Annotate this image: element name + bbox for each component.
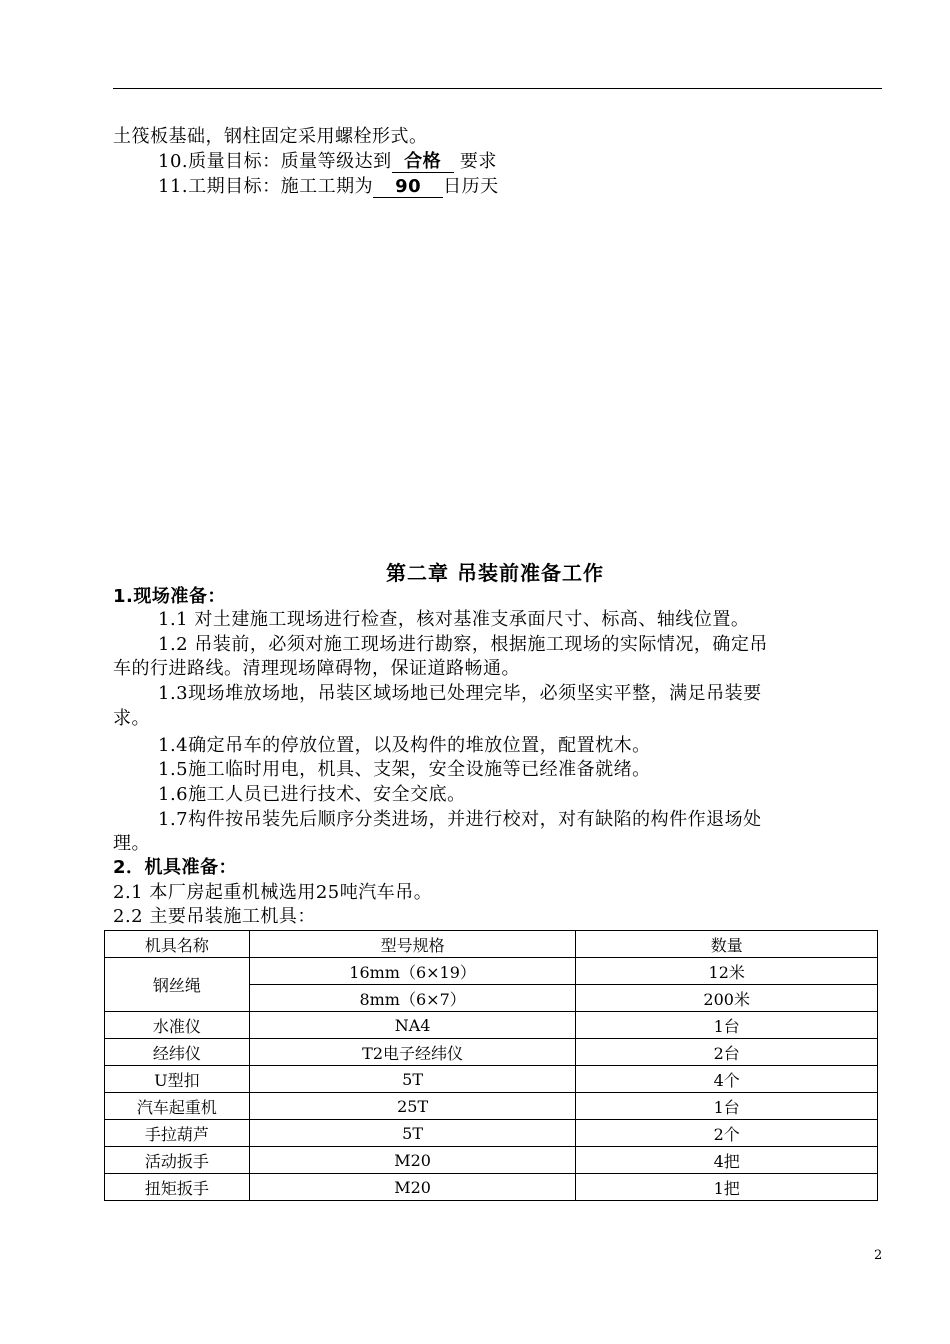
section1-heading: 1.现场准备：	[113, 586, 226, 607]
schedule-target-suffix: 日历天	[443, 176, 499, 197]
table-cell: 扭矩扳手	[105, 1174, 250, 1201]
table-cell: M20	[249, 1174, 576, 1201]
table-cell: 5T	[249, 1066, 576, 1093]
table-row	[105, 1174, 878, 1201]
table-cell: 手拉葫芦	[105, 1120, 250, 1147]
page-number: 2	[874, 1248, 883, 1263]
paragraph-2-2: 2.2 主要吊装施工机具：	[113, 906, 316, 927]
table-cell: 钢丝绳	[105, 958, 250, 1012]
table-row	[105, 1066, 878, 1093]
table-cell: 200米	[576, 985, 878, 1012]
table-cell: 水准仪	[105, 1012, 250, 1039]
intro-line: 土筏板基础，钢柱固定采用螺栓形式。	[113, 126, 428, 147]
table-header: 型号规格	[249, 931, 576, 958]
table-cell: 活动扳手	[105, 1147, 250, 1174]
quality-target-suffix: 要求	[459, 151, 497, 172]
paragraph-2-1: 2.1 本厂房起重机械选用25吨汽车吊。	[113, 882, 433, 903]
table-cell: 1把	[576, 1174, 878, 1201]
paragraph-1-7: 1.7构件按吊装先后顺序分类进场，并进行校对，对有缺陷的构件作退场处	[158, 809, 762, 830]
chapter-title: 第二章 吊装前准备工作	[386, 561, 604, 585]
section2-heading: 2．机具准备：	[113, 857, 238, 878]
table-row	[105, 1012, 878, 1039]
schedule-target-value: 90	[373, 177, 443, 198]
table-row	[105, 958, 878, 985]
table-cell: 4把	[576, 1147, 878, 1174]
paragraph-1-1: 1.1 对土建施工现场进行检查，核对基准支承面尺寸、标高、轴线位置。	[158, 609, 750, 630]
quality-target-label: 10.质量目标：质量等级达到	[158, 151, 392, 172]
paragraph-1-3-cont: 求。	[113, 708, 150, 729]
table-cell: 2个	[576, 1120, 878, 1147]
table-row	[105, 1147, 878, 1174]
table-cell: 4个	[576, 1066, 878, 1093]
header-rule	[113, 88, 882, 89]
table-cell: 2台	[576, 1039, 878, 1066]
schedule-target-label: 11.工期目标：施工工期为	[158, 176, 374, 197]
paragraph-1-2: 1.2 吊装前，必须对施工现场进行勘察，根据施工现场的实际情况，确定吊	[158, 634, 768, 655]
table-cell: U型扣	[105, 1066, 250, 1093]
table-cell: 25T	[249, 1093, 576, 1120]
table-cell: NA4	[249, 1012, 576, 1039]
table-cell: T2电子经纬仪	[249, 1039, 576, 1066]
paragraph-1-7-cont: 理。	[113, 833, 150, 854]
table-cell: 1台	[576, 1012, 878, 1039]
table-row	[105, 1120, 878, 1147]
table-cell: 经纬仪	[105, 1039, 250, 1066]
paragraph-1-6: 1.6施工人员已进行技术、安全交底。	[158, 784, 466, 805]
schedule-target	[158, 175, 499, 199]
quality-target-value: 合格	[392, 152, 454, 173]
paragraph-1-3: 1.3现场堆放场地，吊装区域场地已处理完毕，必须坚实平整，满足吊装要	[158, 683, 762, 704]
table-cell: M20	[249, 1147, 576, 1174]
table-cell: 1台	[576, 1093, 878, 1120]
quality-target	[158, 150, 497, 174]
paragraph-1-2-cont: 车的行进路线。清理现场障碍物，保证道路畅通。	[113, 658, 520, 679]
table-cell: 汽车起重机	[105, 1093, 250, 1120]
table-cell: 8mm（6×7）	[249, 985, 576, 1012]
paragraph-1-4: 1.4确定吊车的停放位置，以及构件的堆放位置，配置枕木。	[158, 735, 651, 756]
paragraph-1-5: 1.5施工临时用电，机具、支架，安全设施等已经准备就绪。	[158, 759, 651, 780]
table-row	[105, 1039, 878, 1066]
table-header: 机具名称	[105, 931, 250, 958]
table-row	[105, 1093, 878, 1120]
table-cell: 5T	[249, 1120, 576, 1147]
table-header: 数量	[576, 931, 878, 958]
table-cell: 16mm（6×19）	[249, 958, 576, 985]
tools-table	[104, 930, 878, 1201]
table-header-row	[105, 931, 878, 958]
table-cell: 12米	[576, 958, 878, 985]
